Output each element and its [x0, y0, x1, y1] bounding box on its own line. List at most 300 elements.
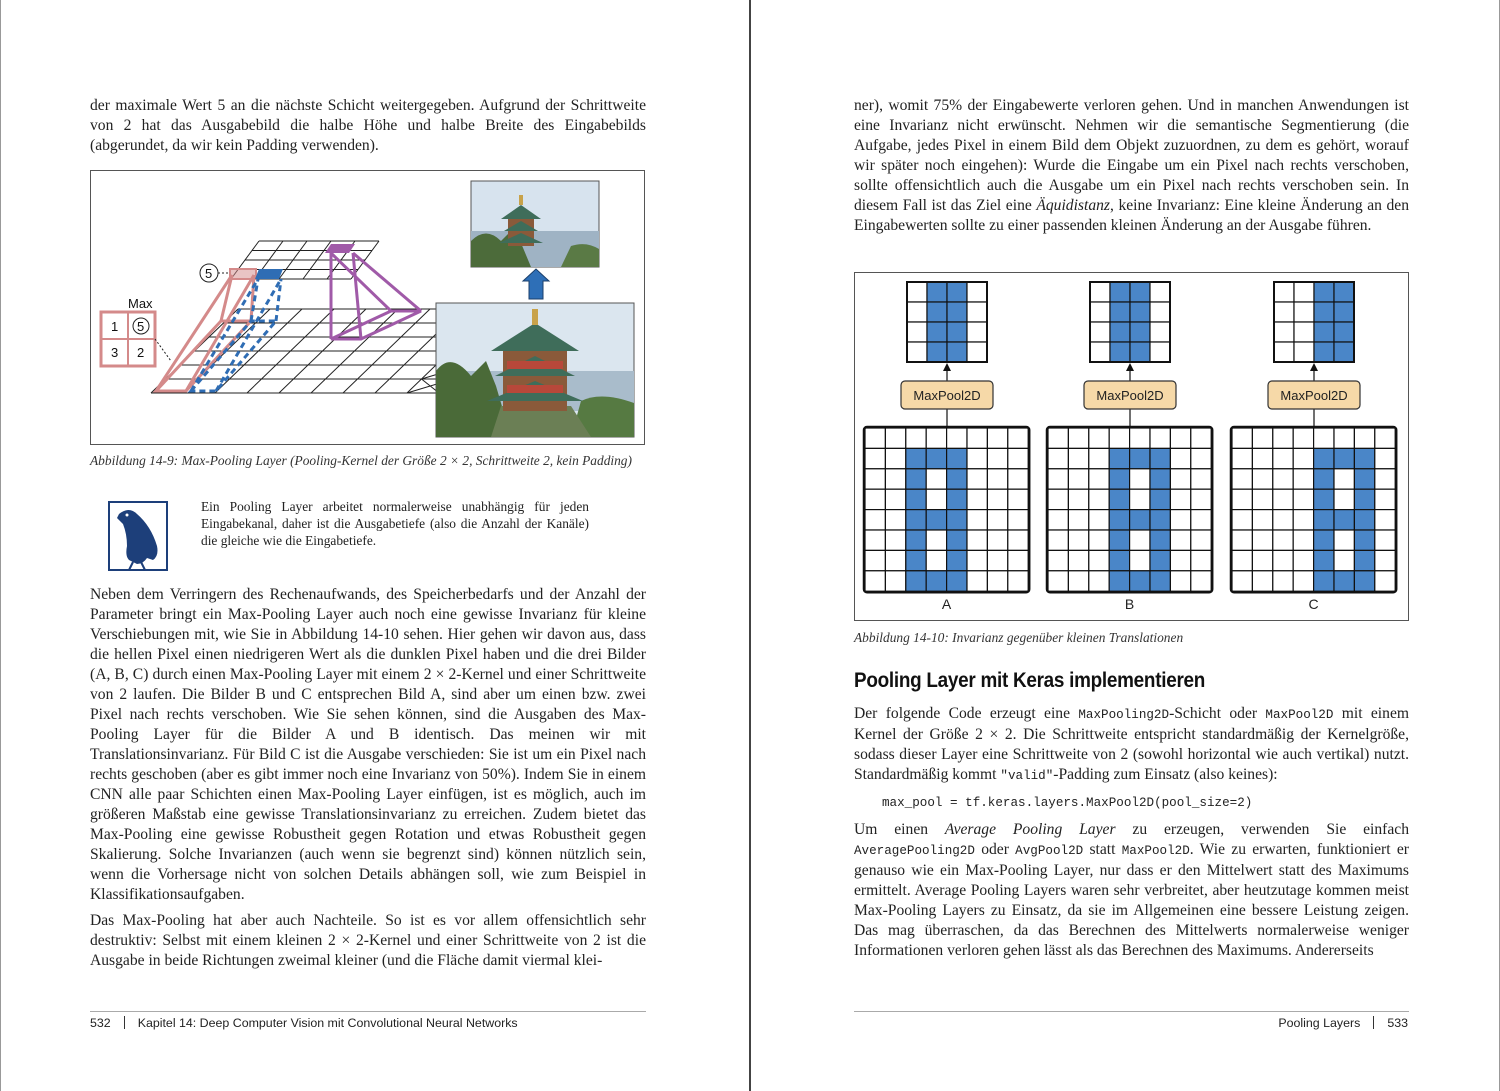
input-pixel [1252, 448, 1272, 468]
text: -Padding zum Einsatz (also keines): [1053, 766, 1278, 783]
input-pixel [1089, 428, 1109, 448]
input-pixel [1089, 571, 1109, 591]
translation-invariance-diagram [855, 273, 1410, 622]
input-pixel [926, 530, 946, 550]
input-pixel [1170, 469, 1190, 489]
input-pixel [1252, 530, 1272, 550]
panel-a [864, 282, 1029, 612]
input-pixel [1334, 510, 1354, 530]
input-pixel [1048, 510, 1068, 530]
output-blue-cell [255, 269, 283, 279]
input-pixel [1252, 428, 1272, 448]
footer-separator [1373, 1016, 1374, 1029]
output-pixel [947, 282, 967, 302]
intro-paragraph: der maximale Wert 5 an die nächste Schicht weitergegeben. Aufgrund der Schrittweite von 2 hat das Ausgabebild die halbe Höhe und halbe Breite des Eingabebilds (abgerundet, da wir kein Padding verwenden). [90, 97, 646, 154]
input-pixel [1232, 469, 1252, 489]
input-pixel [1191, 510, 1211, 530]
input-pixel [1089, 469, 1109, 489]
output-pixel [1090, 342, 1110, 362]
input-pixel [1273, 428, 1293, 448]
output-pixel [1274, 282, 1294, 302]
input-pixel [1273, 448, 1293, 468]
input-pixel [1252, 469, 1272, 489]
input-pixel [967, 550, 987, 570]
text: statt [1083, 841, 1122, 858]
input-pixel [885, 530, 905, 550]
input-pixel [1150, 530, 1170, 550]
output-pixel [1130, 342, 1150, 362]
output-pixel [1274, 322, 1294, 342]
paragraph: Neben dem Verringern des Rechenaufwands, des Speicherbedarfs und der Anzahl der Parameter bringt ein Max-Pooling Layer auch noch eine gewisse Invarianz für kleine Verschiebungen mit, wie Sie in Abbildung 14-10 sehen. Hier gehen wir davon aus, dass die hellen Pixel einen niedrigeren Wert als die dunklen Pixel haben und die drei Bilder (A, B, C) durch einen Max-Pooling Layer mit einem 2 × 2-Kernel und einer Schrittweite von 2 laufen. Die Bilder B und C entsprechen Bild A, sind aber um einen bzw. zwei Pixel nach rechts verschoben. Wie Sie sehen können, sind die Ausgaben des Max-Pooling Layer für die Bilder A und B identisch. Das meinen wir mit Translationsinvarianz. Für Bild C ist die Ausgabe verschieden: Sie ist um ein Pixel nach rechts geschoben (aber es gibt immer noch eine Invarianz von 50%). Indem Sie in einem CNN alle paar Schichten einen Max-Pooling Layer einfügen, ist es möglich, auch im größeren Maßstab eine gewisse Translationsinvarianz zu erreichen. Zudem bietet das Max-Pooling eine gewisse Robustheit gegen Rotation und etwas Robustheit gegen Skalierung. Solche Invarianzen (auch wenn sie begrenzt sind) können nützlich sein, wenn die Vorhersage nicht von solchen Details abhängen soll, wie zum Beispiel in Klassifikationsaufgaben. [90, 586, 646, 903]
input-pixel [1334, 571, 1354, 591]
input-pixel [926, 550, 946, 570]
input-pixel [1375, 550, 1395, 570]
input-pixel [1334, 550, 1354, 570]
panel-b [1047, 282, 1212, 612]
maxpool-label: MaxPool2D [1280, 388, 1348, 403]
input-pixel [1109, 469, 1129, 489]
input-pixel [1150, 469, 1170, 489]
input-pixel [947, 530, 967, 550]
output-pixel [907, 322, 927, 342]
input-pixel [1089, 530, 1109, 550]
figure-14-10-caption-wrap [854, 629, 1409, 646]
input-pixel [967, 530, 987, 550]
input-pixel [967, 448, 987, 468]
input-pixel [1375, 448, 1395, 468]
input-pixel [1314, 550, 1334, 570]
input-pixel [1232, 510, 1252, 530]
figure-caption: Abbildung 14-10: Invarianz gegenüber kleinen Translationen [854, 630, 1184, 645]
input-pixel [1150, 510, 1170, 530]
input-pixel [1191, 530, 1211, 550]
input-pixel [967, 571, 987, 591]
input-pixel [885, 448, 905, 468]
input-pixel [1150, 489, 1170, 509]
input-pixel [1354, 571, 1374, 591]
input-pixel [1354, 530, 1374, 550]
input-pixel [865, 469, 885, 489]
output-pixel [1090, 322, 1110, 342]
figure-14-9-caption-wrap [90, 452, 646, 469]
input-pixel [1068, 448, 1088, 468]
input-pixel [1008, 448, 1028, 468]
input-pixel [885, 489, 905, 509]
input-pixel [1314, 510, 1334, 530]
input-pixel [1008, 510, 1028, 530]
input-pixel [1232, 571, 1252, 591]
output-pixel [1314, 322, 1334, 342]
right-body [854, 704, 1409, 961]
input-pixel [947, 448, 967, 468]
input-pixel [1314, 489, 1334, 509]
input-pixel [1089, 510, 1109, 530]
inline-code: MaxPool2D [1121, 844, 1190, 858]
paragraph [854, 704, 1409, 786]
input-pixel [967, 489, 987, 509]
input-pixel [987, 469, 1007, 489]
input-pixel [885, 510, 905, 530]
panel-label: C [1308, 596, 1319, 612]
input-pixel [967, 428, 987, 448]
input-pixel [1293, 428, 1313, 448]
text: . Wie zu erwarten, funktioniert er genauso wie ein Max-Pooling Layer, nur dass er den Mittelwert statt des Maximums ermittelt. Average Pooling Layers waren sehr verbreitet, aber heutzutage kommen meist Max-Pooling Layers zu Einsatz, da sie im Allgemeinen eine bessere Leistung zeigen. Das mag überraschen, da das Berechnen des Mittelwerts normalerweise weniger Informationen verloren gehen lässt als das Berechnen des Maximums. Andererseits [854, 841, 1409, 959]
upsample-arrow [523, 269, 549, 299]
input-pixel [1109, 571, 1129, 591]
input-pixel [1150, 428, 1170, 448]
section-heading: Pooling Layer mit Keras implementieren [854, 669, 1206, 692]
input-pixel [1170, 571, 1190, 591]
page-number: 533 [1387, 1016, 1408, 1030]
input-pixel [906, 489, 926, 509]
output-pixel [1130, 302, 1150, 322]
input-pixel [1191, 428, 1211, 448]
output-pixel [947, 342, 967, 362]
paragraph [854, 820, 1409, 961]
arrowhead [1126, 363, 1134, 371]
output-pixel [1314, 342, 1334, 362]
output-pixel [1150, 342, 1170, 362]
input-pixel [1232, 448, 1252, 468]
section-heading-wrap [854, 669, 1409, 693]
input-pixel [1273, 571, 1293, 591]
input-pixel [885, 469, 905, 489]
input-pixel [1191, 550, 1211, 570]
input-pixel [1008, 571, 1028, 591]
input-pixel [926, 448, 946, 468]
output-pixel [967, 322, 987, 342]
section-title: Pooling Layers [1278, 1016, 1361, 1030]
input-pixel [1008, 428, 1028, 448]
emphasized-term: Average Pooling Layer [944, 821, 1116, 838]
input-pixel [1048, 428, 1068, 448]
input-pixel [1375, 571, 1395, 591]
input-pixel [1048, 571, 1068, 591]
output-pixel [1334, 322, 1354, 342]
input-pixel [1252, 510, 1272, 530]
kernel-value: 2 [137, 345, 145, 360]
output-pixel [1150, 322, 1170, 342]
input-pixel [1008, 469, 1028, 489]
code-block: max_pool = tf.keras.layers.MaxPool2D(pool_size=2) [882, 796, 1253, 810]
input-pixel [1170, 550, 1190, 570]
input-pixel [1293, 489, 1313, 509]
output-pixel [927, 322, 947, 342]
emphasized-term: Äquidistanz [1036, 197, 1110, 214]
input-pixel [885, 571, 905, 591]
input-pixel [1048, 550, 1068, 570]
input-pixel [1293, 469, 1313, 489]
kernel-value: 3 [111, 345, 119, 360]
input-pixel [1191, 489, 1211, 509]
input-pixel [1191, 448, 1211, 468]
blue-kernel-region [191, 321, 276, 391]
text: -Schicht oder [1169, 705, 1266, 722]
output-pixel [1110, 302, 1130, 322]
output-pink-cell [230, 269, 256, 279]
input-pixel [906, 448, 926, 468]
input-pixel [947, 510, 967, 530]
output-pixel [1334, 342, 1354, 362]
input-pixel [1293, 510, 1313, 530]
output-pixel [1274, 302, 1294, 322]
left-footer [90, 1016, 518, 1030]
input-pixel [1109, 428, 1129, 448]
inline-code: MaxPooling2D [1078, 708, 1170, 722]
input-pixel [1232, 489, 1252, 509]
output-pixel [967, 342, 987, 362]
input-pixel [1273, 510, 1293, 530]
paragraph-text: ner), womit 75% der Eingabewerte verloren gehen. Und in manchen Anwendungen ist eine Invarianz nicht erwünscht. Nehmen wir die semantische Segmentierung (die Aufgabe, jedes Pixel in einem Bild dem Objekt zuzuordnen, zu dem es gehört, worauf wir später noch eingehen): Wurde die Eingabe um ein Pixel nach rechts verschoben, sollte offensichtlich auch die Ausgabe um ein Pixel nach rechts verschoben sein. In diesem Fall ist das Ziel eine [854, 97, 1409, 214]
input-pixel [1170, 489, 1190, 509]
input-pixel [1314, 469, 1334, 489]
output-pixel [1294, 322, 1314, 342]
left-intro [90, 96, 646, 156]
input-pixel [1334, 448, 1354, 468]
input-pixel [1068, 510, 1088, 530]
input-pixel [1068, 428, 1088, 448]
purple-projection-line [353, 253, 421, 311]
arrowhead [943, 363, 951, 371]
input-pixel [1252, 550, 1272, 570]
input-pixel [1354, 510, 1374, 530]
maxpool-label: MaxPool2D [1096, 388, 1164, 403]
figure-caption: Abbildung 14-9: Max-Pooling Layer (Pooling-Kernel der Größe 2 × 2, Schrittweite 2, kein Padding) [90, 453, 632, 468]
input-pixel [1048, 489, 1068, 509]
left-body [90, 585, 646, 971]
input-pixel [1293, 530, 1313, 550]
kernel-value: 5 [137, 319, 145, 334]
paragraph [854, 96, 1409, 236]
input-pixel [1232, 530, 1252, 550]
input-pixel [1354, 550, 1374, 570]
input-pixel [906, 428, 926, 448]
text: Der folgende Code erzeugt eine [854, 705, 1079, 722]
input-pixel [1130, 448, 1150, 468]
input-pixel [1334, 469, 1354, 489]
output-pixel [1274, 342, 1294, 362]
inline-code: AveragePooling2D [854, 844, 975, 858]
input-pixel [1252, 571, 1272, 591]
footer-rule [854, 1011, 1409, 1012]
input-pixel [865, 510, 885, 530]
input-pixel [1314, 530, 1334, 550]
input-pixel [1232, 428, 1252, 448]
right-intro [854, 96, 1409, 236]
input-pixel [1089, 489, 1109, 509]
inline-code: "valid" [1000, 769, 1054, 783]
output-pixel [1130, 282, 1150, 302]
output-pixel [1150, 282, 1170, 302]
arrowhead [1310, 363, 1318, 371]
chapter-title: Kapitel 14: Deep Computer Vision mit Convolutional Neural Networks [137, 1016, 518, 1030]
input-pixel [1130, 489, 1150, 509]
input-pixel [1273, 550, 1293, 570]
input-pixel [987, 510, 1007, 530]
input-pixel [947, 550, 967, 570]
inline-code: MaxPool2D [1265, 708, 1334, 722]
small-pagoda-photo [471, 181, 599, 267]
input-pixel [1130, 550, 1150, 570]
input-pixel [947, 489, 967, 509]
output-pixel [1314, 282, 1334, 302]
kernel-value: 1 [111, 319, 119, 334]
input-pixel [1354, 469, 1374, 489]
input-pixel [1008, 530, 1028, 550]
input-pixel [1375, 469, 1395, 489]
page-number: 532 [90, 1016, 111, 1030]
output-pixel [927, 342, 947, 362]
input-pixel [967, 510, 987, 530]
input-pixel [926, 510, 946, 530]
input-pixel [1068, 530, 1088, 550]
footer-separator [124, 1016, 125, 1029]
input-pixel [1354, 448, 1374, 468]
kernel-pointer [155, 339, 171, 361]
input-pixel [865, 489, 885, 509]
input-pixel [1109, 550, 1129, 570]
input-pixel [906, 530, 926, 550]
output-purple-cell [325, 244, 355, 253]
input-pixel [987, 530, 1007, 550]
bird-note-icon [107, 500, 169, 574]
input-pixel [1068, 469, 1088, 489]
output-pixel [967, 302, 987, 322]
output-pixel [1334, 282, 1354, 302]
output-pixel [947, 302, 967, 322]
output-pixel [1314, 302, 1334, 322]
input-pixel [1109, 489, 1129, 509]
input-pixel [1150, 448, 1170, 468]
input-pixel [906, 510, 926, 530]
output-pixel [1110, 282, 1130, 302]
footer-rule [90, 1011, 646, 1012]
right-footer [1278, 1016, 1408, 1030]
input-pixel [947, 428, 967, 448]
input-pixel [865, 530, 885, 550]
input-pixel [1109, 448, 1129, 468]
output-pixel [1090, 282, 1110, 302]
input-pixel [1008, 550, 1028, 570]
input-pixel [1150, 571, 1170, 591]
output-pixel [1110, 322, 1130, 342]
input-pixel [1252, 489, 1272, 509]
input-pixel [1334, 428, 1354, 448]
max-pooling-diagram [91, 171, 646, 446]
input-pixel [865, 448, 885, 468]
input-pixel [1170, 428, 1190, 448]
text: mit einem Kernel der Größe 2 × 2. Die Schrittweite entspricht standardmäßig der Kernelgröße, sodass dieser Layer eine Schrittweite von 2 (sowohl horizontal wie auch vertikal) nutzt. Standardmäßig kommt [854, 705, 1409, 783]
input-pixel [865, 571, 885, 591]
input-pixel [967, 469, 987, 489]
output-pixel [907, 342, 927, 362]
output-pixel [1090, 302, 1110, 322]
input-pixel [1089, 448, 1109, 468]
input-pixel [987, 571, 1007, 591]
text: zu erzeugen, verwenden Sie einfach [1115, 821, 1410, 838]
input-pixel [906, 571, 926, 591]
input-pixel [1293, 571, 1313, 591]
inline-code: AvgPool2D [1015, 844, 1084, 858]
input-pixel [1314, 571, 1334, 591]
paragraph: Das Max-Pooling hat aber auch Nachteile. So ist es vor allem offensichtlich sehr destruktiv: Selbst mit einem kleinen 2 × 2-Kernel und einer Schrittweite von 2 ist die Ausgabe in beide Richtungen zweimal kleiner (und die Fläche damit viermal klei- [90, 912, 646, 969]
input-pixel [1130, 510, 1150, 530]
text: oder [974, 841, 1016, 858]
panel-c [1231, 282, 1396, 612]
input-pixel [1293, 550, 1313, 570]
input-pixel [1089, 550, 1109, 570]
input-pixel [1109, 510, 1129, 530]
input-pixel [865, 428, 885, 448]
input-pixel [1354, 428, 1374, 448]
input-pixel [1191, 469, 1211, 489]
input-pixel [1293, 448, 1313, 468]
input-pixel [926, 428, 946, 448]
large-pagoda-photo [436, 303, 634, 437]
output-pixel [967, 282, 987, 302]
input-pixel [1068, 550, 1088, 570]
input-pixel [1109, 530, 1129, 550]
input-pixel [1048, 469, 1068, 489]
input-pixel [1170, 448, 1190, 468]
input-pixel [1068, 571, 1088, 591]
output-pixel [907, 282, 927, 302]
left-page [0, 0, 749, 1091]
output-value: 5 [205, 266, 213, 281]
input-pixel [1170, 510, 1190, 530]
output-pixel [1130, 322, 1150, 342]
input-pixel [1375, 428, 1395, 448]
input-pixel [947, 571, 967, 591]
input-pixel [885, 550, 905, 570]
output-pixel [1150, 302, 1170, 322]
input-pixel [926, 489, 946, 509]
input-pixel [1334, 489, 1354, 509]
input-pixel [987, 428, 1007, 448]
output-pixel [1294, 342, 1314, 362]
output-pixel [1294, 282, 1314, 302]
input-pixel [987, 550, 1007, 570]
purple-kernel-region [331, 311, 421, 339]
input-pixel [1130, 428, 1150, 448]
panel-label: A [941, 596, 952, 612]
input-pixel [1048, 448, 1068, 468]
input-pixel [1354, 489, 1374, 509]
input-pixel [906, 550, 926, 570]
input-pixel [1130, 530, 1150, 550]
input-pixel [987, 448, 1007, 468]
output-pixel [947, 322, 967, 342]
input-pixel [1273, 489, 1293, 509]
note-text: Ein Pooling Layer arbeitet normalerweise unabhängig für jeden Eingabekanal, daher ist die Ausgabetiefe (also die Anzahl der Kanäle) die gleiche wie die Eingabetiefe. [201, 499, 589, 548]
input-pixel [1314, 448, 1334, 468]
input-pixel [1008, 489, 1028, 509]
input-pixel [1191, 571, 1211, 591]
input-pixel [1375, 510, 1395, 530]
right-page [751, 0, 1500, 1091]
figure-14-9 [90, 170, 645, 445]
input-pixel [1314, 428, 1334, 448]
input-pixel [1273, 469, 1293, 489]
input-pixel [1130, 469, 1150, 489]
input-pixel [1048, 530, 1068, 550]
panel-label: B [1124, 596, 1135, 612]
input-pixel [947, 469, 967, 489]
input-pixel [865, 550, 885, 570]
input-pixel [1375, 530, 1395, 550]
output-pixel [1110, 342, 1130, 362]
input-pixel [1130, 571, 1150, 591]
